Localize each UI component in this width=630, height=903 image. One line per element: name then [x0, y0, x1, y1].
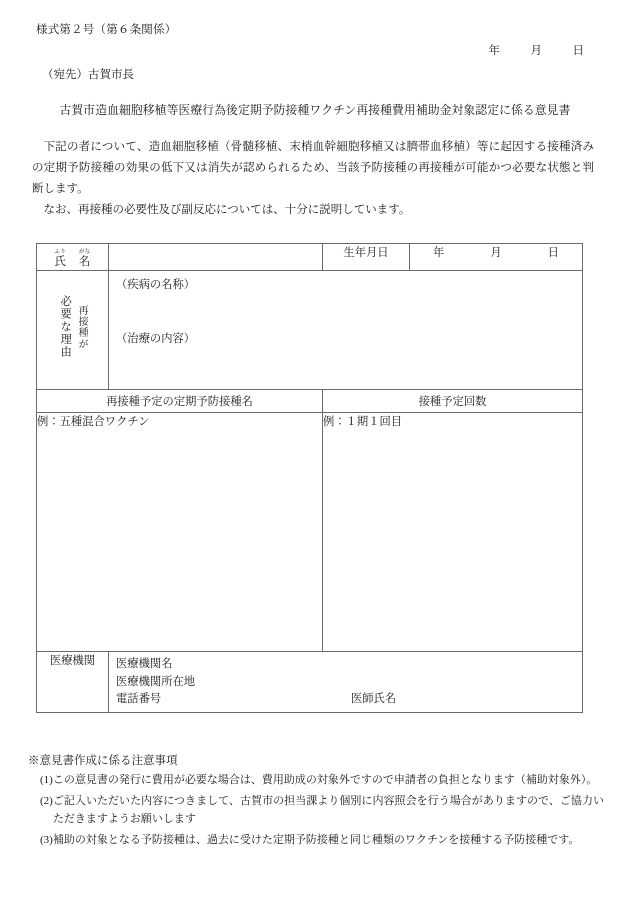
body-paragraph-1: 下記の者について、造血細胞移植（骨髄移植、末梢血幹細胞移植又は臍帯血移植）等に起因する接種済みの定期予防接種の効果の低下又は消失が認められるため、当該予防接種の再接種が可能かつ必要な状態と判断します。 — [32, 141, 594, 195]
institution-address-label: 医療機関所在地 — [116, 675, 196, 688]
notes-title: ※意見書作成に係る注意事項 — [28, 755, 178, 767]
date-year-label: 年 — [488, 45, 500, 57]
table-row-name — [37, 244, 583, 271]
name-label-cell — [37, 244, 109, 271]
reason-label-cell — [37, 271, 109, 390]
note-number: (1) — [40, 774, 53, 786]
dob-year-label: 年 — [433, 247, 445, 259]
name-label-unit-1 — [55, 250, 67, 269]
institution-name-label: 医療機関名 — [116, 658, 173, 670]
dob-ymd-group — [410, 244, 582, 260]
name-furigana-2: がな — [79, 249, 91, 255]
institution-phone-label: 電話番号 — [116, 693, 162, 705]
document-date-line — [458, 42, 584, 58]
note-text: 補助の対象となる予防接種は、過去に受けた定期予防接種と同じ種類のワクチンを接種する予防接種です。 — [52, 834, 580, 847]
note-item — [28, 831, 604, 849]
name-input-cell[interactable] — [109, 244, 323, 271]
name-label-unit-2 — [79, 250, 91, 269]
date-day-label: 日 — [572, 45, 584, 57]
addressee-line: （宛先）古賀市長 — [42, 69, 134, 81]
name-kanji-1: 氏 — [54, 256, 66, 269]
table-row-vaccine-header — [37, 390, 583, 413]
vaccine-count-input-cell[interactable]: 例：１期１回目 — [323, 413, 583, 652]
reason-label-vertical — [37, 271, 108, 383]
note-text: ご記入いただいた内容につきまして、古賀市の担当課より個別に内容照会を行う場合がありますので、ご協力いただきますようお願いします — [52, 795, 604, 826]
institution-body-cell[interactable] — [109, 652, 583, 713]
note-number: (3) — [40, 834, 53, 847]
table-row-vaccine-body — [37, 413, 583, 652]
vaccine-name-header-cell: 再接種予定の定期予防接種名 — [37, 390, 323, 413]
vaccine-name-input-cell[interactable]: 例：五種混合ワクチン — [37, 413, 323, 652]
dob-label-cell: 生年月日 — [323, 244, 410, 271]
note-item — [28, 771, 604, 789]
form-number: 様式第２号（第６条関係） — [36, 24, 177, 36]
reason-body-cell[interactable] — [109, 271, 583, 390]
doctor-name-label: 医師氏名 — [351, 693, 397, 705]
reason-label-line-1: 再接種が — [76, 304, 88, 350]
opinion-form-table — [36, 243, 583, 713]
note-item — [28, 792, 604, 828]
table-row-institution — [37, 652, 583, 713]
dob-input-cell[interactable] — [410, 244, 583, 271]
name-label-ruby-group — [55, 250, 91, 269]
reason-label-line-2: 必要な理由 — [59, 295, 72, 359]
body-paragraph-2: なお、再接種の必要性及び副反応については、十分に説明しています。 — [43, 203, 411, 216]
note-text: この意見書の発行に費用が必要な場合は、費用助成の対象外ですので申請者の負担となります（補助対象外）。 — [52, 774, 598, 786]
dob-month-label: 月 — [490, 247, 502, 259]
name-kanji-2: 名 — [79, 256, 91, 269]
table-row-reason — [37, 271, 583, 390]
vaccine-count-header-cell: 接種予定回数 — [323, 390, 583, 413]
institution-label-cell: 医療機関 — [37, 652, 109, 713]
institution-fields — [109, 652, 582, 712]
note-number: (2) — [40, 795, 53, 808]
treatment-label: （治療の内容） — [116, 333, 196, 345]
body-text — [32, 137, 594, 221]
date-month-label: 月 — [530, 45, 542, 57]
document-title: 古賀市造血細胞移植等医療行為後定期予防接種ワクチン再接種費用補助金対象認定に係る意見書 — [59, 103, 571, 117]
name-furigana-1: ふり — [54, 249, 66, 255]
disease-name-label: （疾病の名称） — [116, 279, 196, 291]
dob-day-label: 日 — [547, 247, 559, 259]
notes-section — [28, 752, 604, 853]
institution-phone-doctor-row — [116, 691, 575, 709]
